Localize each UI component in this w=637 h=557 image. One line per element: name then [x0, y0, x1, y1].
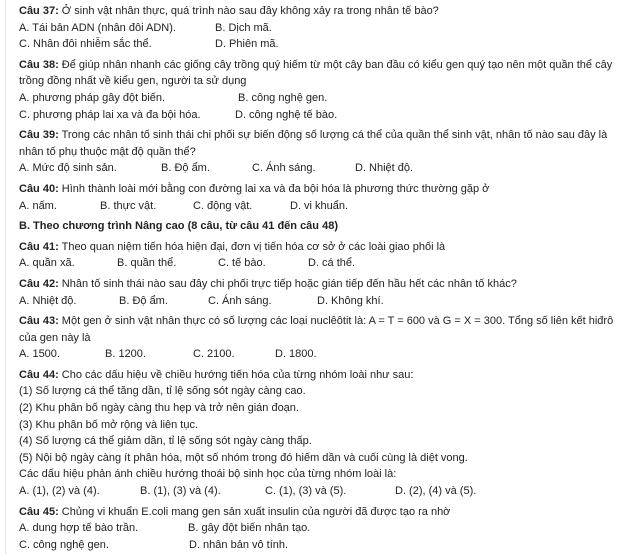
question-label: Câu 37:	[19, 5, 59, 17]
question-42	[19, 276, 631, 309]
section-heading	[19, 218, 631, 235]
option-a: A. Nhiệt độ.	[19, 294, 77, 307]
option-c: C. Ánh sáng.	[208, 294, 272, 307]
question-label: Câu 42:	[19, 277, 59, 290]
question-label: Câu 45:	[19, 505, 59, 518]
question-text: Ở sinh vật nhân thực, quá trình nào sau đây không xảy ra trong nhân tế bào?	[58, 5, 439, 17]
option-b: B. công nghệ gen.	[238, 91, 328, 104]
question-text: Một gen ở sinh vật nhân thực có số lượng các loại nuclêôtit là: A = T = 600 và G = X = 300. Tổng số liên kết hiđrô của gen này là	[19, 315, 614, 344]
question-text: Nhân tố sinh thái nào sau đây chi phối trực tiếp hoặc gián tiếp đến hầu hết các nhân tố khác?	[58, 277, 517, 290]
option-a: A. Tái bản ADN (nhân đôi ADN).	[19, 21, 176, 34]
question-text: Để giúp nhân nhanh các giống cây trồng quý hiếm từ một cây ban đầu có kiểu gen quý tạo nên một quần thể cây trồng đồng nhất về kiểu gen, người ta sử dụng	[19, 58, 613, 88]
option-b: B. 1200.	[105, 348, 146, 361]
option-c: C. công nghệ gen.	[19, 538, 109, 551]
option-a: A. 1500.	[19, 348, 60, 361]
question-40	[19, 181, 631, 214]
statement: (2) Khu phân bố ngày càng thu hẹp và trở nên gián đoạn.	[19, 402, 299, 415]
section-heading-text: B. Theo chương trình Nâng cao (8 câu, từ câu 41 đến câu 48)	[19, 220, 338, 233]
question-text: Hình thành loài mới bằng con đường lai xa và đa bội hóa là phương thức thường gặp ở	[58, 182, 490, 195]
option-c: C. động vật.	[193, 199, 253, 212]
option-d: D. vi khuẩn.	[290, 199, 349, 212]
option-d: D. (2), (4) và (5).	[395, 485, 477, 498]
question-label: Câu 39:	[19, 129, 59, 142]
option-b: B. (1), (3) và (4).	[140, 485, 221, 498]
option-d: D. Phiên mã.	[215, 38, 279, 51]
option-d: D. cá thể.	[308, 257, 356, 270]
option-b: B. quần thể.	[117, 257, 177, 270]
option-b: B. gây đột biến nhân tạo.	[188, 522, 311, 535]
option-d: D. 1800.	[275, 348, 317, 361]
statement: (3) Khu phân bố mở rộng và liên tục.	[19, 418, 199, 431]
option-b: B. thực vật.	[100, 199, 157, 212]
option-b: B. Dịch mã.	[215, 21, 272, 34]
question-43	[19, 313, 631, 363]
option-c: C. 2100.	[193, 348, 235, 361]
option-d: D. Nhiệt độ.	[355, 162, 414, 175]
option-c: C. Nhân đôi nhiễm sắc thể.	[19, 38, 152, 51]
question-text: Cho các dấu hiệu về chiều hướng tiến hóa của từng nhóm loài như sau:	[58, 368, 414, 381]
option-d: D. công nghệ tế bào.	[235, 108, 338, 121]
option-b: B. Độ ẩm.	[161, 162, 210, 175]
question-text: Chủng vi khuẩn E.coli mang gen sản xuất insulin của người đã được tạo ra nhờ	[58, 505, 451, 518]
statement: (4) Số lượng cá thể giảm dần, tỉ lệ sống sót ngày càng thấp.	[19, 435, 312, 448]
question-39	[19, 127, 631, 177]
question-label: Câu 44:	[19, 368, 59, 381]
question-45	[19, 504, 631, 554]
option-a: A. dung hợp tế bào trần.	[19, 522, 139, 535]
question-label: Câu 40:	[19, 182, 59, 195]
statement: (5) Nội bộ ngày càng ít phân hóa, một số nhóm trong đó hiếm dần và cuối cùng là diệt vong.	[19, 451, 468, 464]
option-a: A. quần xã.	[19, 257, 75, 270]
option-c: C. phương pháp lai xa và đa bội hóa.	[19, 108, 201, 121]
option-d: D. Không khí.	[317, 294, 384, 307]
question-38	[19, 57, 631, 123]
question-44	[19, 367, 631, 500]
statement: (1) Số lượng cá thể tăng dần, tỉ lệ sống sót ngày càng cao.	[19, 385, 306, 398]
document-body	[19, 3, 631, 557]
question-text: Trong các nhân tố sinh thái chi phối sự biến động số lượng cá thể của quần thể sinh vật, nhân tố nào sau đây là nhân tố phụ thuộc mật độ quần thể?	[19, 129, 608, 158]
question-41	[19, 239, 631, 272]
statement: Các dấu hiệu phản ánh chiều hướng thoái bộ sinh học của từng nhóm loài là:	[19, 468, 397, 481]
option-a: A. phương pháp gây đột biến.	[19, 91, 166, 104]
question-label: Câu 43:	[19, 315, 59, 328]
question-label: Câu 41:	[19, 240, 59, 253]
option-c: C. (1), (3) và (5).	[265, 485, 347, 498]
question-label: Câu 38:	[19, 58, 59, 71]
left-border	[5, 0, 6, 554]
question-text: Theo quan niệm tiến hóa hiện đại, đơn vị tiến hóa cơ sở ở các loài giao phối là	[58, 240, 446, 253]
option-a: A. (1), (2) và (4).	[19, 485, 100, 498]
option-c: C. tế bào.	[218, 257, 266, 270]
option-d: D. nhân bản vô tính.	[189, 538, 289, 551]
option-a: A. nấm.	[19, 199, 57, 212]
option-b: B. Độ ẩm.	[119, 294, 168, 307]
option-a: A. Mức độ sinh sản.	[19, 162, 117, 175]
option-c: C. Ánh sáng.	[252, 162, 316, 175]
question-37	[19, 3, 631, 53]
